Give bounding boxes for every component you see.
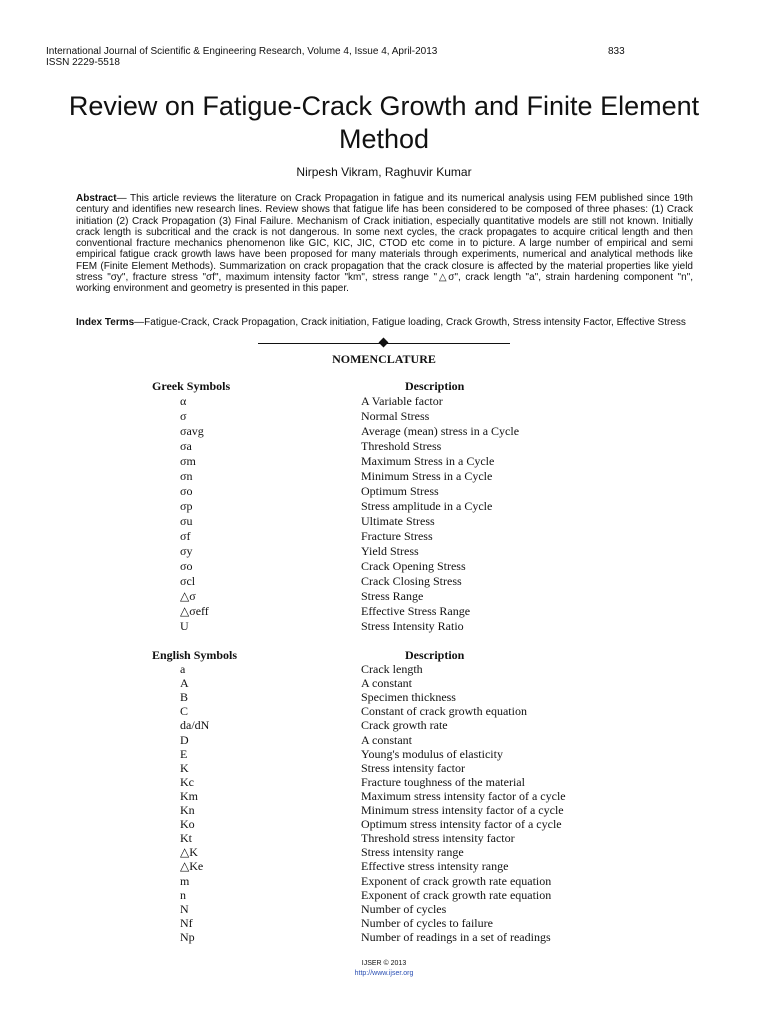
symbol-description: Specimen thickness	[361, 690, 456, 705]
nomenclature-row	[0, 916, 768, 930]
nomenclature-row	[0, 902, 768, 916]
symbol-description: Number of cycles	[361, 901, 447, 916]
symbol-description: Threshold Stress	[361, 439, 442, 453]
nomenclature-row	[0, 559, 768, 573]
symbol-description: Crack length	[361, 662, 423, 676]
copyright: IJSER © 2013	[361, 960, 407, 967]
journal-name: International Journal of Scientific & Engineering Research, Volume 4, Issue 4, April-2013	[46, 46, 438, 57]
symbol: σcl	[180, 574, 196, 588]
nomenclature-row	[0, 589, 768, 603]
symbol: △σeff	[180, 604, 209, 618]
journal-url-link[interactable]: http://www.ijser.org	[354, 970, 414, 977]
issn: ISSN 2229-5518	[46, 57, 120, 68]
symbol: σavg	[180, 424, 204, 438]
nomenclature-row	[0, 662, 768, 676]
symbol: σu	[180, 514, 193, 528]
symbol-description: Constant of crack growth equation	[361, 704, 527, 719]
nomenclature-row	[0, 409, 768, 423]
symbol: a	[180, 662, 186, 676]
symbol: U	[180, 619, 189, 633]
symbol: A	[180, 676, 189, 691]
symbol-description: Optimum Stress	[361, 484, 439, 498]
symbol: σo	[180, 559, 193, 573]
symbol-description: Stress amplitude in a Cycle	[361, 499, 493, 513]
symbol: σp	[180, 499, 193, 513]
journal-header	[46, 46, 636, 68]
nomenclature-row	[0, 859, 768, 873]
symbol: n	[180, 887, 186, 902]
nomenclature-row	[0, 499, 768, 513]
symbol: △σ	[180, 589, 196, 603]
authors: Nirpesh Vikram, Raghuvir Kumar	[296, 165, 472, 179]
nomenclature-row	[0, 775, 768, 789]
greek-symbols-heading: Greek Symbols	[152, 379, 231, 393]
nomenclature-row	[0, 845, 768, 859]
symbol: da/dN	[180, 718, 210, 733]
nomenclature-row	[0, 394, 768, 408]
nomenclature-row	[0, 817, 768, 831]
symbol-description: Crack Opening Stress	[361, 559, 466, 573]
symbol: Ko	[180, 817, 195, 832]
symbol-description: Ultimate Stress	[361, 514, 435, 528]
index-terms-label: Index Terms	[76, 317, 135, 328]
symbol: Km	[180, 788, 198, 803]
symbol: B	[180, 690, 189, 705]
paper-title: Review on Fatigue-Crack Growth and Finite Element Method	[68, 91, 700, 154]
symbol: △K	[180, 845, 198, 860]
symbol-description: A constant	[361, 732, 412, 747]
nomenclature-row	[0, 874, 768, 888]
symbol-description: Average (mean) stress in a Cycle	[361, 424, 520, 438]
nomenclature-row	[0, 704, 768, 718]
nomenclature-heading: NOMENCLATURE	[332, 352, 436, 366]
symbol: Nf	[180, 915, 193, 930]
symbol-description: A constant	[361, 676, 412, 691]
symbol: σm	[180, 454, 196, 468]
nomenclature-row	[0, 831, 768, 845]
nomenclature-row	[0, 424, 768, 438]
symbol-description: Normal Stress	[361, 409, 430, 423]
abstract-label: Abstract	[76, 193, 117, 204]
nomenclature-row	[0, 469, 768, 483]
nomenclature-row	[0, 574, 768, 588]
symbol: D	[180, 732, 189, 747]
nomenclature-row	[0, 803, 768, 817]
symbol: Kt	[180, 831, 192, 846]
english-description-heading: Description	[405, 648, 465, 662]
symbol-description: Stress Intensity Ratio	[361, 619, 464, 633]
symbol-description: Exponent of crack growth rate equation	[361, 887, 552, 902]
symbol-description: Optimum stress intensity factor of a cycle	[361, 817, 562, 832]
nomenclature-row	[0, 604, 768, 618]
divider-diamond-icon	[379, 338, 389, 348]
symbol-description: Exponent of crack growth rate equation	[361, 873, 552, 888]
nomenclature-row	[0, 529, 768, 543]
symbol-description: Young's modulus of elasticity	[361, 746, 503, 761]
symbol-description: Stress intensity factor	[361, 760, 465, 775]
symbol: N	[180, 901, 189, 916]
index-terms	[76, 317, 716, 328]
symbol: △Ke	[180, 859, 204, 874]
greek-description-heading: Description	[405, 379, 465, 393]
english-symbols-heading: English Symbols	[152, 648, 238, 662]
symbol-description: Crack Closing Stress	[361, 574, 462, 588]
nomenclature-row	[0, 484, 768, 498]
symbol-description: Crack growth rate	[361, 718, 448, 733]
symbol: K	[180, 760, 189, 775]
nomenclature-row	[0, 544, 768, 558]
nomenclature-row	[0, 454, 768, 468]
symbol-description: Threshold stress intensity factor	[361, 831, 515, 846]
symbol-description: Minimum stress intensity factor of a cycle	[361, 803, 564, 817]
symbol-description: A Variable factor	[361, 394, 443, 408]
nomenclature-row	[0, 619, 768, 633]
nomenclature-row	[0, 761, 768, 775]
symbol-description: Fracture Stress	[361, 529, 433, 543]
symbol: m	[180, 873, 190, 888]
abstract-text: — This article reviews the literature on Crack Propagation in fatigue and its numerical analysis using FEM published since 19th century and identifies new research lines. Review shows that fatigue life has been considered to be composed of three phases: (1) Crack initiation (2) Crack Propagation (3) Final Failure. Mechanism of Crack initiation, especially quantitative models are still not known. Initially crack length is subcritical and the crack is not dangerous. In some next cycles, the crack propagates to acquire critical length and then conventional fracture mechanics phenomenon like GIC, KIC, JIC, CTOD etc come in to picture. A large number of empirical and semi empirical fatigue crack growth laws have been proposed for many materials through experiments, numerical and analytical methods like FEM (Finite Element Methods). Summarization on crack propagation that the crack closure is affected by the material properties like yield stress "σy", fracture stress "σf", maximum intensity factor "km", stress range "△σ", crack length "a", strain hardening component "n", working environment and geometry is presented in this paper.	[76, 193, 693, 295]
nomenclature-row	[0, 690, 768, 704]
symbol-description: Number of readings in a set of readings	[361, 929, 551, 944]
symbol-description: Maximum stress intensity factor of a cycle	[361, 788, 566, 803]
symbol: σy	[180, 544, 193, 558]
abstract	[76, 193, 693, 295]
nomenclature-row	[0, 439, 768, 453]
symbol-description: Effective stress intensity range	[361, 859, 509, 874]
symbol-description: Stress Range	[361, 589, 424, 603]
symbol: Kn	[180, 803, 195, 817]
symbol: α	[180, 394, 187, 408]
nomenclature-row	[0, 747, 768, 761]
symbol-description: Minimum Stress in a Cycle	[361, 469, 493, 483]
symbol: Np	[180, 929, 195, 944]
nomenclature-row	[0, 733, 768, 747]
symbol: C	[180, 704, 189, 719]
page-number: 833	[608, 46, 625, 57]
nomenclature-row	[0, 930, 768, 944]
symbol-description: Effective Stress Range	[361, 604, 471, 618]
symbol-description: Maximum Stress in a Cycle	[361, 454, 495, 468]
symbol: σa	[180, 439, 192, 453]
symbol-description: Stress intensity range	[361, 845, 464, 860]
nomenclature-row	[0, 718, 768, 732]
page-footer	[0, 959, 768, 979]
symbol: σn	[180, 469, 193, 483]
nomenclature-row	[0, 888, 768, 902]
symbol: σ	[180, 409, 187, 423]
symbol: E	[180, 746, 188, 761]
nomenclature-row	[0, 676, 768, 690]
nomenclature-row	[0, 789, 768, 803]
symbol-description: Number of cycles to failure	[361, 915, 493, 930]
nomenclature-row	[0, 514, 768, 528]
symbol-description: Yield Stress	[361, 544, 419, 558]
symbol: σo	[180, 484, 193, 498]
symbol: σf	[180, 529, 191, 543]
symbol-description: Fracture toughness of the material	[361, 774, 525, 789]
symbol: Kc	[180, 774, 194, 789]
index-terms-text: —Fatigue-Crack, Crack Propagation, Crack initiation, Fatigue loading, Crack Growth, Stress intensity Factor, Effective Stress	[134, 317, 686, 328]
